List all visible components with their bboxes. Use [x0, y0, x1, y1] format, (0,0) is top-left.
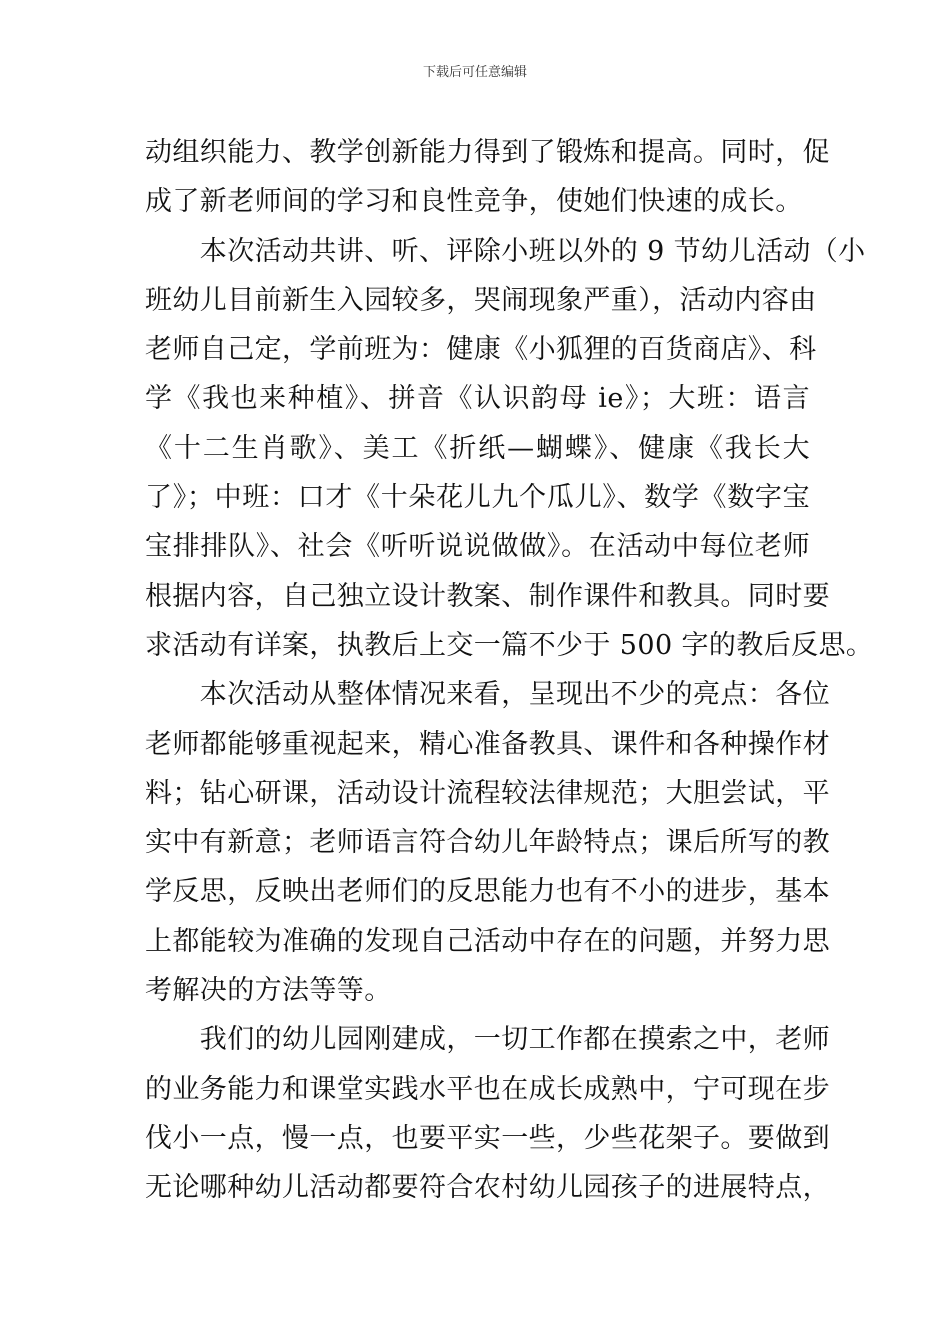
text-line: 的业务能力和课堂实践水平也在成长成熟中，宁可现在步	[145, 1073, 830, 1105]
text-line: 本次活动从整体情况来看，呈现出不少的亮点：各位	[145, 679, 830, 711]
text-line: 学反思，反映出老师们的反思能力也有不小的进步，基本	[145, 876, 830, 908]
text-line: 成了新老师间的学习和良性竞争，使她们快速的成长。	[145, 186, 803, 218]
text-line: 老师都能够重视起来，精心准备教具、课件和各种操作材	[145, 728, 830, 760]
text-line: 上都能较为准确的发现自己活动中存在的问题，并努力思	[145, 925, 830, 957]
text-line: 老师自己定，学前班为：健康《小狐狸的百货商店》、科	[145, 334, 817, 366]
text-line: 本次活动共讲、听、评除小班以外的 9 节幼儿活动（小	[145, 235, 866, 267]
text-line: 无论哪种幼儿活动都要符合农村幼儿园孩子的进展特点，	[145, 1172, 830, 1204]
text-line: 伐小一点，慢一点，也要平实一些，少些花架子。要做到	[145, 1122, 830, 1154]
text-line: 动组织能力、教学创新能力得到了锻炼和提高。同时，促	[145, 137, 830, 168]
text-line: 《十二生肖歌》、美工《折纸—蝴蝶》、健康《我长大	[145, 432, 810, 464]
text-line: 学《我也来种植》、拼音《认识韵母 ie》；大班：语言	[145, 383, 810, 415]
text-line: 了》；中班：口才《十朵花儿九个瓜儿》、数学《数字宝	[145, 482, 810, 514]
text-line: 求活动有详案，执教后上交一篇不少于 500 字的教后反思。	[145, 629, 874, 661]
text-line: 根据内容，自己独立设计教案、制作课件和教具。同时要	[145, 580, 830, 612]
page-header: 下载后可任意编辑	[422, 65, 527, 80]
text-line: 实中有新意；老师语言符合幼儿年龄特点；课后所写的教	[145, 827, 830, 859]
text-line: 料；钻心研课，活动设计流程较法律规范；大胆尝试，平	[145, 777, 830, 809]
text-line: 考解决的方法等等。	[145, 975, 392, 1007]
document-body	[145, 128, 874, 1213]
text-line: 宝排排队》、社会《听听说说做做》。在活动中每位老师	[145, 531, 810, 563]
text-line: 班幼儿目前新生入园较多，哭闹现象严重），活动内容由	[145, 284, 817, 316]
text-line: 我们的幼儿园刚建成，一切工作都在摸索之中，老师	[145, 1024, 830, 1056]
